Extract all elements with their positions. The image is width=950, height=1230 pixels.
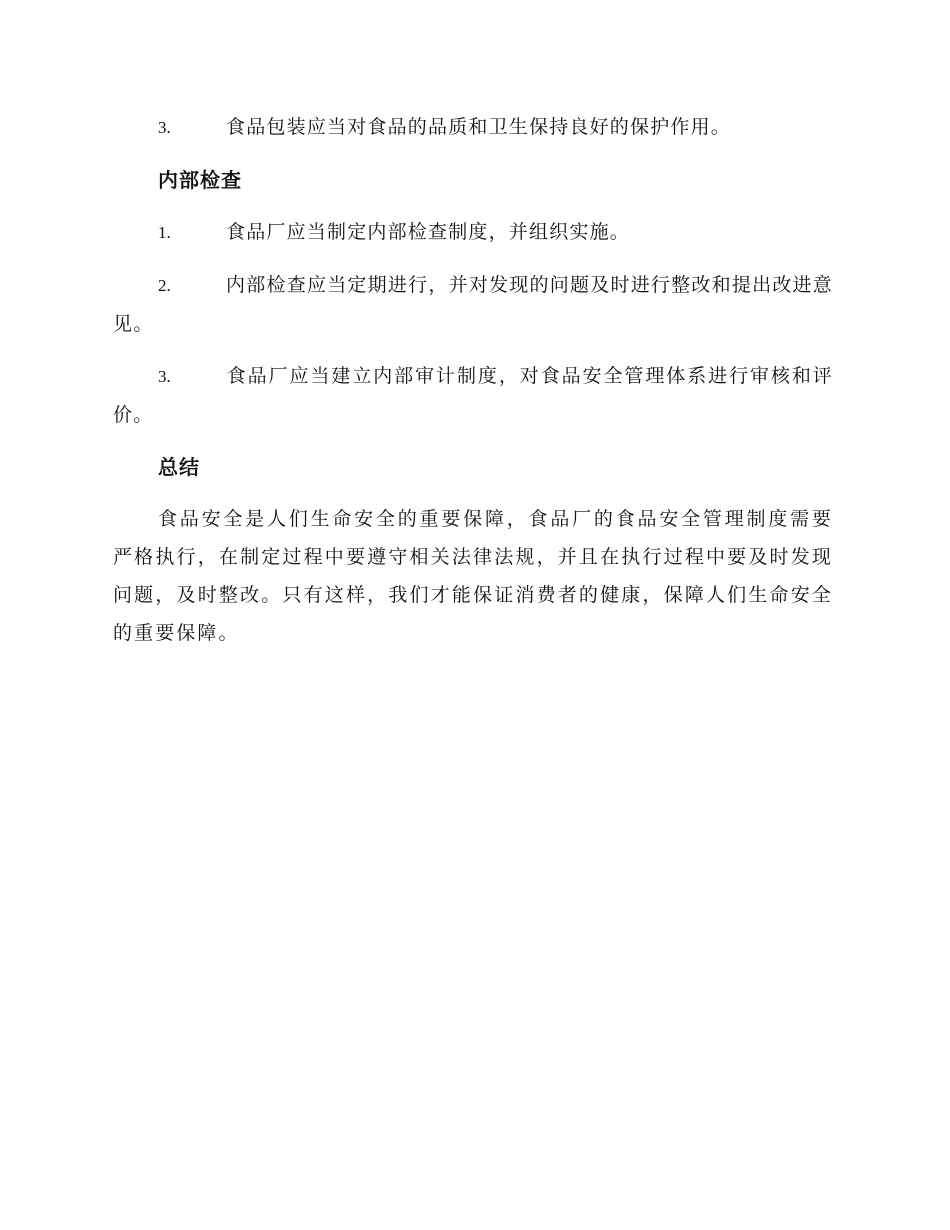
list-item (113, 213, 833, 252)
list-item (113, 108, 833, 147)
list-item (113, 357, 833, 434)
list-item-text: 食品厂应当制定内部检查制度，并组织实施。 (226, 221, 631, 243)
list-item (113, 266, 833, 343)
section-heading-internal-inspection: 内部检查 (158, 168, 242, 192)
list-item-number: 3. (158, 367, 171, 386)
list-item-text: 食品厂应当建立内部审计制度，对食品安全管理体系进行审核和评价。 (113, 365, 833, 426)
list-item-number: 1. (158, 223, 171, 242)
list-item-number: 2. (158, 276, 171, 295)
section-heading-summary: 总结 (158, 455, 200, 479)
list-item-number: 3. (158, 118, 171, 137)
document-content (113, 108, 833, 652)
summary-paragraph: 食品安全是人们生命安全的重要保障，食品厂的食品安全管理制度需要严格执行，在制定过程中要遵守相关法律法规，并且在执行过程中要及时发现问题，及时整改。只有这样，我们才能保证消费者的健康，保障人们生命安全的重要保障。 (113, 508, 833, 644)
list-item-text: 食品包装应当对食品的品质和卫生保持良好的保护作用。 (226, 116, 732, 138)
list-item-text: 内部检查应当定期进行，并对发现的问题及时进行整改和提出改进意见。 (113, 274, 833, 335)
